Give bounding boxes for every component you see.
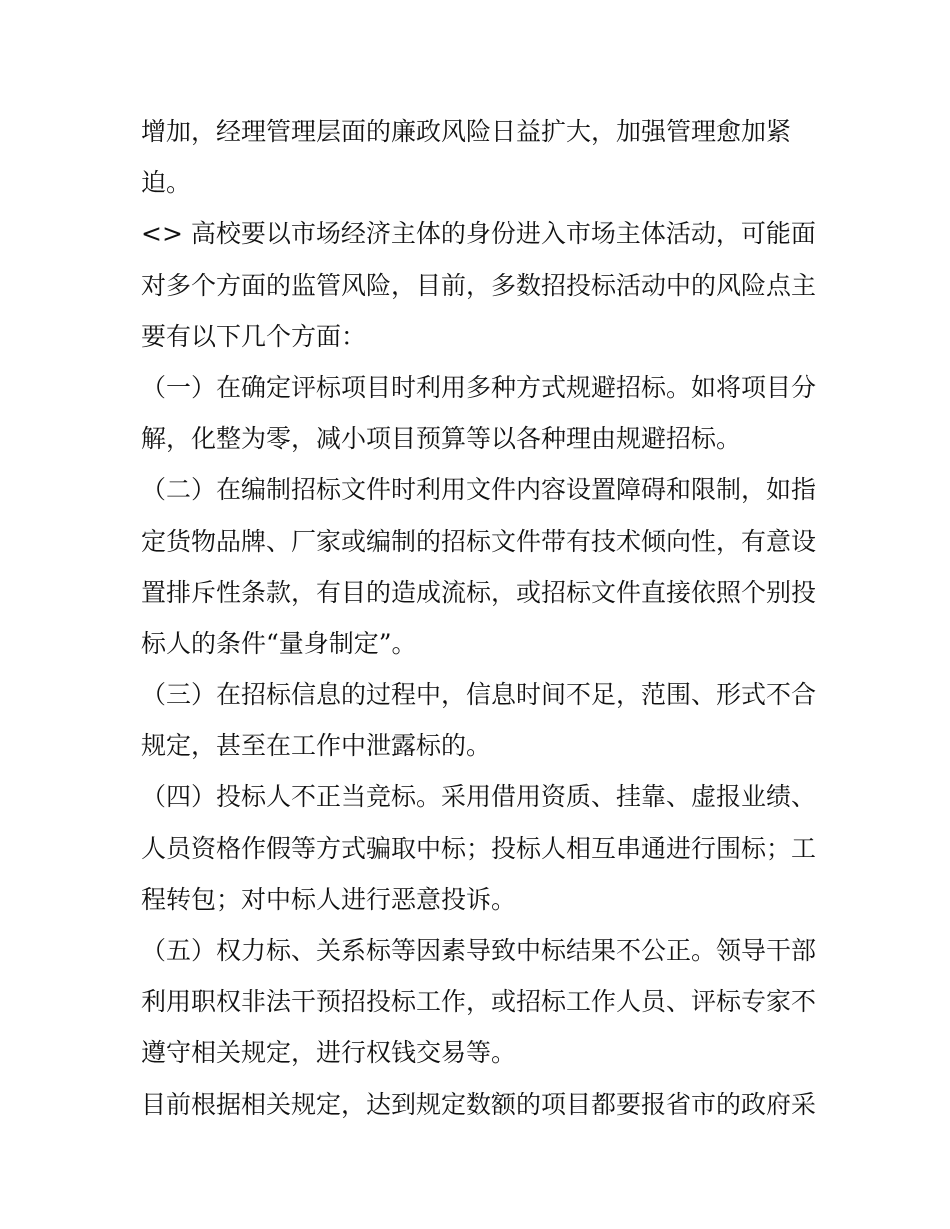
text-line: （三）在招标信息的过程中，信息时间不足，范围、形式不合 xyxy=(141,680,817,710)
text-line: （四）投标人不正当竞标。采用借用资质、挂靠、虚报业绩、 xyxy=(141,782,817,812)
text-line: 置排斥性条款，有目的造成流标，或招标文件直接依照个别投 xyxy=(141,577,817,607)
text-line: 利用职权非法干预招投标工作，或招标工作人员、评标专家不 xyxy=(141,987,817,1017)
text-line: 对多个方面的监管风险，目前，多数招投标活动中的风险点主 xyxy=(141,270,817,300)
text-line: 标人的条件“量身制定”。 xyxy=(141,628,417,658)
document-body xyxy=(141,106,821,1130)
text-line: 目前根据相关规定，达到规定数额的项目都要报省市的政府采 xyxy=(141,1089,817,1119)
text-line: <> 高校要以市场经济主体的身份进入市场主体活动，可能面 xyxy=(141,219,816,249)
text-line: （五）权力标、关系标等因素导致中标结果不公正。领导干部 xyxy=(141,936,817,965)
text-line: 解，化整为零，减小项目预算等以各种理由规避招标。 xyxy=(141,424,742,454)
text-line: 遵守相关规定，进行权钱交易等。 xyxy=(141,1038,517,1068)
text-line: 人员资格作假等方式骗取中标；投标人相互串通进行围标；工 xyxy=(141,833,817,863)
text-line: 定货物品牌、厂家或编制的招标文件带有技术倾向性，有意设 xyxy=(141,526,817,556)
text-line: 迫。 xyxy=(141,168,192,198)
text-line: 增加，经理管理层面的廉政风险日益扩大，加强管理愈加紧 xyxy=(141,117,792,146)
text-line: 规定，甚至在工作中泄露标的。 xyxy=(141,731,492,761)
text-line: 程转包；对中标人进行恶意投诉。 xyxy=(141,884,517,914)
text-line: 要有以下几个方面： xyxy=(141,321,367,351)
text-line: （二）在编制招标文件时利用文件内容设置障碍和限制，如指 xyxy=(141,475,817,505)
text-line: （一）在确定评标项目时利用多种方式规避招标。如将项目分 xyxy=(141,372,817,402)
